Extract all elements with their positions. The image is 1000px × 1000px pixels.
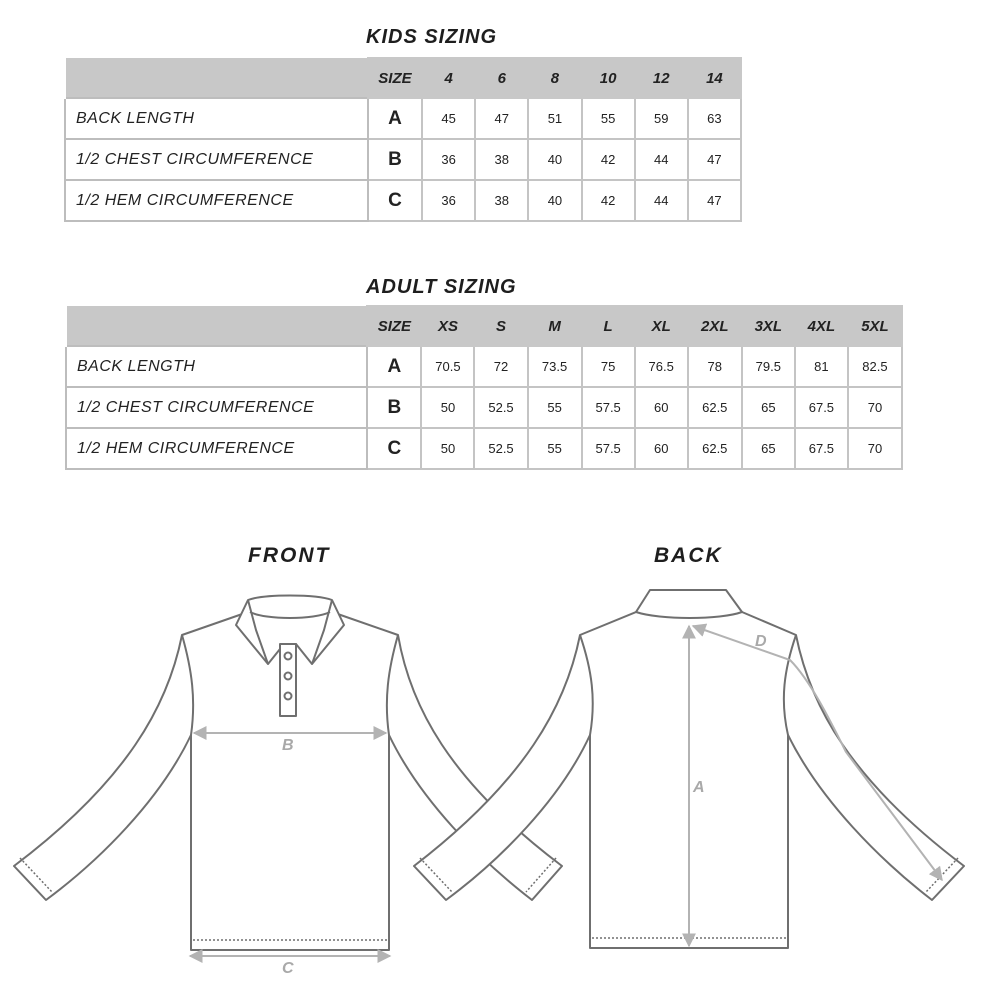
kids-sizing-title: KIDS SIZING: [366, 26, 498, 48]
kids-row-label: 1/2 CHEST CIRCUMFERENCE: [65, 139, 368, 180]
adult-cell: 72: [474, 346, 527, 387]
hem-measure-label: C: [282, 960, 294, 977]
adult-size-col: XS: [421, 306, 474, 346]
kids-cell: 47: [688, 180, 741, 221]
adult-size-col: 2XL: [688, 306, 742, 346]
adult-size-col: M: [528, 306, 582, 346]
adult-sizing-title: ADULT SIZING: [366, 276, 517, 298]
kids-size-col: 14: [688, 58, 741, 98]
adult-cell: 60: [635, 387, 688, 428]
kids-cell: 63: [688, 98, 741, 139]
kids-cell: 51: [528, 98, 581, 139]
adult-cell: 55: [528, 387, 582, 428]
back-collar: [636, 590, 742, 618]
kids-size-col: 4: [422, 58, 475, 98]
adult-size-col: L: [582, 306, 635, 346]
kids-row-letter: A: [368, 98, 422, 139]
kids-row-letter: C: [368, 180, 422, 221]
adult-cell: 67.5: [795, 387, 848, 428]
kids-row-letter: B: [368, 139, 422, 180]
adult-size-col: XL: [635, 306, 688, 346]
adult-cell: 75: [582, 346, 635, 387]
adult-cell: 65: [742, 428, 795, 469]
chest-measure-label: B: [282, 737, 294, 754]
kids-row-label: BACK LENGTH: [65, 98, 368, 139]
adult-cell: 73.5: [528, 346, 582, 387]
adult-cell: 81: [795, 346, 848, 387]
sleeve-measure-label: D: [755, 633, 767, 650]
adult-cell: 65: [742, 387, 795, 428]
adult-cell: 52.5: [474, 387, 527, 428]
adult-row-letter: B: [367, 387, 421, 428]
adult-size-col: 4XL: [795, 306, 848, 346]
adult-cell: 78: [688, 346, 742, 387]
kids-size-col: 6: [475, 58, 528, 98]
kids-cell: 40: [528, 139, 581, 180]
button-icon: [285, 673, 292, 680]
adult-cell: 82.5: [848, 346, 902, 387]
adult-size-col: S: [474, 306, 527, 346]
kids-cell: 55: [582, 98, 635, 139]
adult-row-label: 1/2 HEM CIRCUMFERENCE: [66, 428, 367, 469]
kids-cell: 42: [582, 139, 635, 180]
adult-cell: 67.5: [795, 428, 848, 469]
adult-cell: 50: [421, 387, 474, 428]
adult-cell: 70: [848, 428, 902, 469]
adult-size-header: SIZE: [367, 306, 421, 346]
kids-cell: 42: [582, 180, 635, 221]
kids-cell: 36: [422, 139, 475, 180]
kids-cell: 38: [475, 180, 528, 221]
adult-cell: 50: [421, 428, 474, 469]
adult-cell: 57.5: [582, 387, 635, 428]
kids-row-label: 1/2 HEM CIRCUMFERENCE: [65, 180, 368, 221]
kids-cell: 47: [475, 98, 528, 139]
kids-size-col: 8: [528, 58, 581, 98]
kids-cell: 44: [635, 139, 688, 180]
adult-cell: 70.5: [421, 346, 474, 387]
kids-size-header: SIZE: [368, 58, 422, 98]
adult-cell: 79.5: [742, 346, 795, 387]
adult-size-col: 3XL: [742, 306, 795, 346]
adult-cell: 76.5: [635, 346, 688, 387]
back-title: BACK: [654, 544, 723, 567]
front-title: FRONT: [248, 544, 331, 567]
adult-row-letter: A: [367, 346, 421, 387]
kids-cell: 47: [688, 139, 741, 180]
adult-row-label: BACK LENGTH: [66, 346, 367, 387]
adult-cell: 62.5: [688, 428, 742, 469]
button-icon: [285, 653, 292, 660]
kids-size-col: 12: [635, 58, 688, 98]
kids-size-col: 10: [582, 58, 635, 98]
adult-row-label: 1/2 CHEST CIRCUMFERENCE: [66, 387, 367, 428]
adult-cell: 62.5: [688, 387, 742, 428]
adult-cell: 70: [848, 387, 902, 428]
kids-cell: 45: [422, 98, 475, 139]
adult-cell: 60: [635, 428, 688, 469]
kids-cell: 40: [528, 180, 581, 221]
kids-cell: 59: [635, 98, 688, 139]
adult-cell: 57.5: [582, 428, 635, 469]
back-length-measure-label: A: [693, 779, 705, 796]
adult-size-col: 5XL: [848, 306, 902, 346]
kids-cell: 38: [475, 139, 528, 180]
front-shirt-illustration: [14, 596, 562, 951]
adult-cell: 55: [528, 428, 582, 469]
adult-row-letter: C: [367, 428, 421, 469]
button-icon: [285, 693, 292, 700]
kids-cell: 44: [635, 180, 688, 221]
adult-cell: 52.5: [474, 428, 527, 469]
kids-cell: 36: [422, 180, 475, 221]
